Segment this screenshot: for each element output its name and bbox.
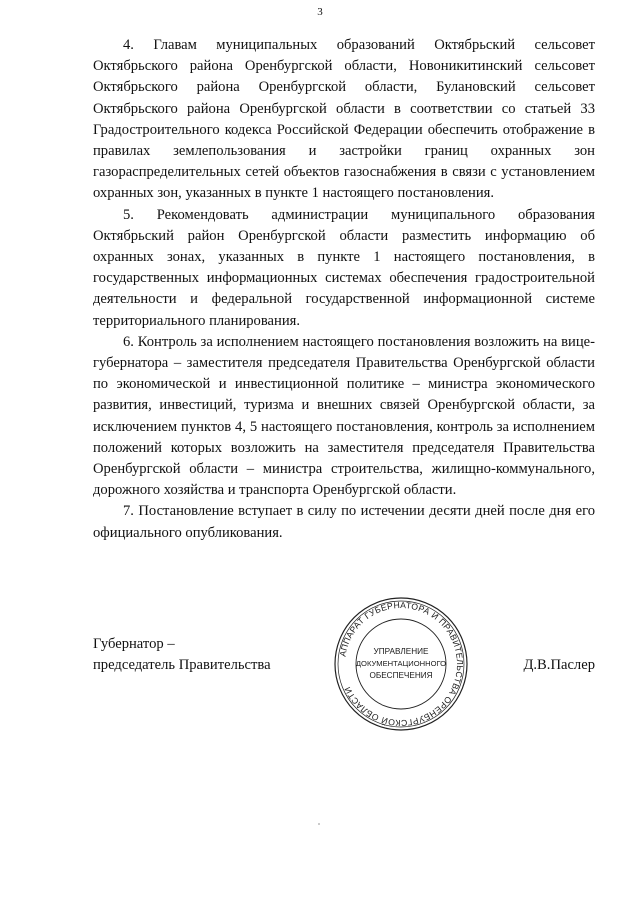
paragraph-6: 6. Контроль за исполнением настоящего постановления возложить на вице-губернатора – заместителя председателя Правительства Оренбургской области по экономической и инвестиционной политике – министра экономического развития, инвестиций, туризма и внешних связей Оренбургской области, за исключением пунктов 4, 5 настоящего постановления, контроль за исполнением положений которых возложить на заместителя председателя Правительства Оренбургской области – министра строительства, жилищно-коммунального, дорожного хозяйства и транспорта Оренбургской области. [93,333,595,499]
seal-center-line1: УПРАВЛЕНИЕ [373,647,429,656]
signatory-title [93,634,271,676]
official-seal-stamp [333,596,469,732]
signatory-title-line1: Губернатор – [93,636,175,652]
page-number: 3 [317,6,323,18]
scan-speck [318,823,320,825]
seal-center-line3: ОБЕСПЕЧЕНИЯ [369,671,433,680]
document-body [93,35,595,544]
signatory-title-line2: председатель Правительства [93,657,271,673]
paragraph-4: 4. Главам муниципальных образований Октябрьский сельсовет Октябрьского района Оренбургской области, Новоникитинский сельсовет Октябрьского района Оренбургской области, Булановский сельсовет Октябрьского района Оренбургской области в соответствии со статьей 33 Градостроительного кодекса Российской Федерации обеспечить отображение в правилах землепользования и застройки границ охранных зон газораспределительных сетей объектов газоснабжения в связи с установлением охранных зон, указанных в пункте 1 настоящего постановления. [93,37,595,202]
paragraph-7: 7. Постановление вступает в силу по истечении десяти дней после дня его официального опубликования. [93,503,595,541]
paragraph-5: 5. Рекомендовать администрации муниципального образования Октябрьский район Оренбургской области разместить информацию об охранных зонах, указанных в пункте 1 настоящего постановления, в государственных информационных системах обеспечения градостроительной деятельности и федеральной государственной информационной системе территориального планирования. [93,206,595,329]
seal-center-line2: ДОКУМЕНТАЦИОННОГО [355,659,447,668]
seal-ring-text: АППАРАТ ГУБЕРНАТОРА И ПРАВИТЕЛЬСТВА ОРЕНБУРГСКОЙ ОБЛАСТИ [337,599,466,729]
signatory-name: Д.В.Паслер [523,657,595,673]
